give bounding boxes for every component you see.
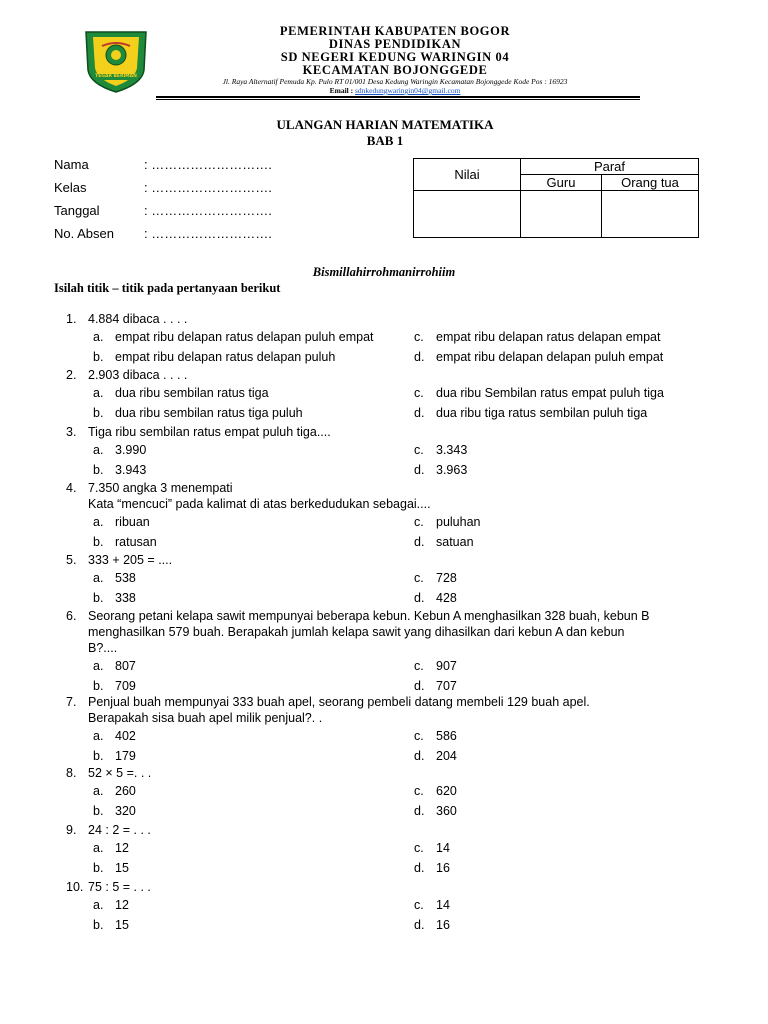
option-text: empat ribu delapan ratus delapan puluh [115, 350, 336, 364]
option-letter: b. [93, 350, 104, 364]
question-text: 75 : 5 = . . . [88, 880, 151, 894]
option-letter: d. [414, 804, 425, 818]
nilai-header: Nilai [414, 159, 521, 191]
header-line-4: KECAMATAN BOJONGGEDE [302, 63, 488, 77]
question-number: 6. [66, 609, 77, 623]
option-text: 3.943 [115, 463, 147, 477]
header-line-2: DINAS PENDIDIKAN [328, 37, 462, 51]
header-rule-thin [156, 99, 640, 100]
option-text: 12 [115, 841, 129, 855]
question-2 [66, 367, 716, 383]
option-letter: d. [414, 918, 425, 932]
field-value: : ………………………. [144, 203, 272, 218]
option-text: 338 [115, 591, 136, 605]
option-letter: b. [93, 918, 104, 932]
option-letter: d. [414, 591, 425, 605]
option-text: ribuan [115, 515, 150, 529]
question-7 [66, 694, 716, 726]
question-text: 7.350 angka 3 menempati [88, 481, 233, 495]
option-text: 16 [436, 918, 450, 932]
option-letter: a. [93, 898, 104, 912]
option-letter: a. [93, 443, 104, 457]
question-text: Tiga ribu sembilan ratus empat puluh tiga.... [88, 425, 331, 439]
option-text: dua ribu sembilan ratus tiga [115, 386, 269, 400]
question-number: 4. [66, 481, 77, 495]
option-letter: c. [414, 898, 424, 912]
question-text: 24 : 2 = . . . [88, 823, 151, 837]
option-letter: b. [93, 861, 104, 875]
option-letter: a. [93, 659, 104, 673]
option-letter: c. [414, 571, 424, 585]
option-letter: b. [93, 804, 104, 818]
question-text: menghasilkan 579 buah. Berapakah jumlah kelapa sawit yang dihasilkan dari kebun A dan kebun [88, 625, 625, 639]
field-label: Nama [54, 157, 89, 172]
option-letter: b. [93, 591, 104, 605]
guru-cell[interactable] [521, 191, 602, 238]
option-letter: d. [414, 749, 425, 763]
question-text: Berapakah sisa buah apel milik penjual?. . [88, 711, 323, 725]
option-letter: a. [93, 515, 104, 529]
guru-header: Guru [521, 175, 602, 191]
question-text: Kata “mencuci” pada kalimat di atas berkedudukan sebagai.... [88, 497, 431, 511]
orang-tua-header: Orang tua [602, 175, 699, 191]
field-label: Tanggal [54, 203, 100, 218]
question-number: 10. [66, 880, 84, 894]
option-text: puluhan [436, 515, 481, 529]
option-letter: a. [93, 571, 104, 585]
option-text: dua ribu tiga ratus sembilan puluh tiga [436, 406, 648, 420]
nilai-cell[interactable] [414, 191, 521, 238]
field-nama[interactable] [54, 157, 272, 172]
option-text: 807 [115, 659, 136, 673]
field-kelas[interactable] [54, 180, 272, 195]
option-text: 12 [115, 898, 129, 912]
option-letter: b. [93, 535, 104, 549]
question-number: 5. [66, 553, 77, 567]
option-letter: d. [414, 406, 425, 420]
question-text: Seorang petani kelapa sawit mempunyai beberapa kebun. Kebun A menghasilkan 328 buah, kebun B [88, 609, 650, 623]
field-label: No. Absen [54, 226, 114, 241]
option-text: dua ribu Sembilan ratus empat puluh tiga [436, 386, 664, 400]
option-text: 14 [436, 898, 450, 912]
score-table [413, 158, 699, 238]
option-text: 3.963 [436, 463, 468, 477]
option-letter: b. [93, 749, 104, 763]
option-letter: d. [414, 535, 425, 549]
field-value: : ………………………. [144, 226, 272, 241]
option-text: empat ribu delapan delapan puluh empat [436, 350, 664, 364]
question-text: 2.903 dibaca . . . . [88, 368, 188, 382]
option-text: 728 [436, 571, 457, 585]
exam-title: ULANGAN HARIAN MATEMATIKA [276, 117, 494, 132]
bismillah: Bismillahirrohmanirrohiim [312, 265, 456, 279]
option-text: 586 [436, 729, 457, 743]
field-value: : ………………………. [144, 180, 272, 195]
question-1 [66, 311, 716, 327]
option-text: 709 [115, 679, 136, 693]
school-logo [80, 24, 152, 96]
field-value: : ………………………. [144, 157, 272, 172]
option-text: 538 [115, 571, 136, 585]
option-letter: c. [414, 330, 424, 344]
paraf-header: Paraf [521, 159, 699, 175]
field-label: Kelas [54, 180, 87, 195]
option-text: 360 [436, 804, 457, 818]
option-letter: a. [93, 330, 104, 344]
question-number: 7. [66, 695, 77, 709]
question-number: 3. [66, 425, 77, 439]
question-number: 2. [66, 368, 77, 382]
question-text: B?.... [88, 641, 118, 655]
option-letter: c. [414, 515, 424, 529]
option-letter: b. [93, 679, 104, 693]
question-9 [66, 822, 716, 838]
option-text: dua ribu sembilan ratus tiga puluh [115, 406, 303, 420]
option-letter: c. [414, 729, 424, 743]
question-4 [66, 480, 716, 512]
option-letter: b. [93, 463, 104, 477]
question-number: 9. [66, 823, 77, 837]
header-email [160, 86, 630, 95]
field-tanggal[interactable] [54, 203, 272, 218]
question-number: 8. [66, 766, 77, 780]
option-letter: a. [93, 386, 104, 400]
logo-motto: TEGAR BERIMAN [95, 74, 137, 79]
option-text: empat ribu delapan ratus delapan puluh empat [115, 330, 374, 344]
header-line-1: PEMERINTAH KABUPATEN BOGOR [279, 24, 511, 38]
option-text: 3.343 [436, 443, 468, 457]
orang-tua-cell[interactable] [602, 191, 699, 238]
instruction: Isilah titik – titik pada pertanyaan berikut [54, 281, 281, 295]
option-text: 15 [115, 861, 129, 875]
option-letter: c. [414, 443, 424, 457]
question-text: 333 + 205 = .... [88, 553, 173, 567]
email-label: Email : [329, 86, 355, 95]
option-letter: d. [414, 861, 425, 875]
option-text: 620 [436, 784, 457, 798]
option-letter: c. [414, 659, 424, 673]
option-letter: c. [414, 841, 424, 855]
option-letter: d. [414, 350, 425, 364]
question-number: 1. [66, 312, 77, 326]
question-text: 4.884 dibaca . . . . [88, 312, 188, 326]
question-8 [66, 765, 716, 781]
question-10 [66, 879, 716, 895]
option-letter: a. [93, 784, 104, 798]
question-text: 52 × 5 =. . . [88, 766, 152, 780]
question-text: Penjual buah mempunyai 333 buah apel, seorang pembeli datang membeli 129 buah apel. [88, 695, 590, 709]
option-text: ratusan [115, 535, 157, 549]
exam-subtitle: BAB 1 [366, 133, 404, 148]
option-text: 428 [436, 591, 457, 605]
option-letter: a. [93, 729, 104, 743]
question-5 [66, 552, 716, 568]
option-text: 204 [436, 749, 457, 763]
option-text: 3.990 [115, 443, 147, 457]
header-line-3: SD NEGERI KEDUNG WARINGIN 04 [280, 50, 510, 64]
field-no-absen[interactable] [54, 226, 272, 241]
header-rule-thick [156, 96, 640, 98]
option-letter: c. [414, 784, 424, 798]
option-text: 402 [115, 729, 136, 743]
option-letter: a. [93, 841, 104, 855]
option-text: 15 [115, 918, 129, 932]
option-text: 14 [436, 841, 450, 855]
option-text: 707 [436, 679, 457, 693]
option-text: satuan [436, 535, 474, 549]
option-letter: d. [414, 679, 425, 693]
email-link[interactable]: sdnkedungwaringin04@gmail.com [354, 86, 461, 95]
option-text: 320 [115, 804, 136, 818]
option-letter: c. [414, 386, 424, 400]
option-text: 179 [115, 749, 136, 763]
option-text: empat ribu delapan ratus delapan empat [436, 330, 661, 344]
header-address: Jl. Raya Alternatif Pemuda Kp. Pulo RT 01/001 Desa Kedung Waringin Kecamatan Bojonggede Kode Pos : 16923 [222, 77, 568, 86]
option-text: 16 [436, 861, 450, 875]
option-letter: b. [93, 406, 104, 420]
option-letter: d. [414, 463, 425, 477]
question-3 [66, 424, 716, 440]
option-text: 907 [436, 659, 457, 673]
question-6 [66, 608, 716, 656]
option-text: 260 [115, 784, 136, 798]
